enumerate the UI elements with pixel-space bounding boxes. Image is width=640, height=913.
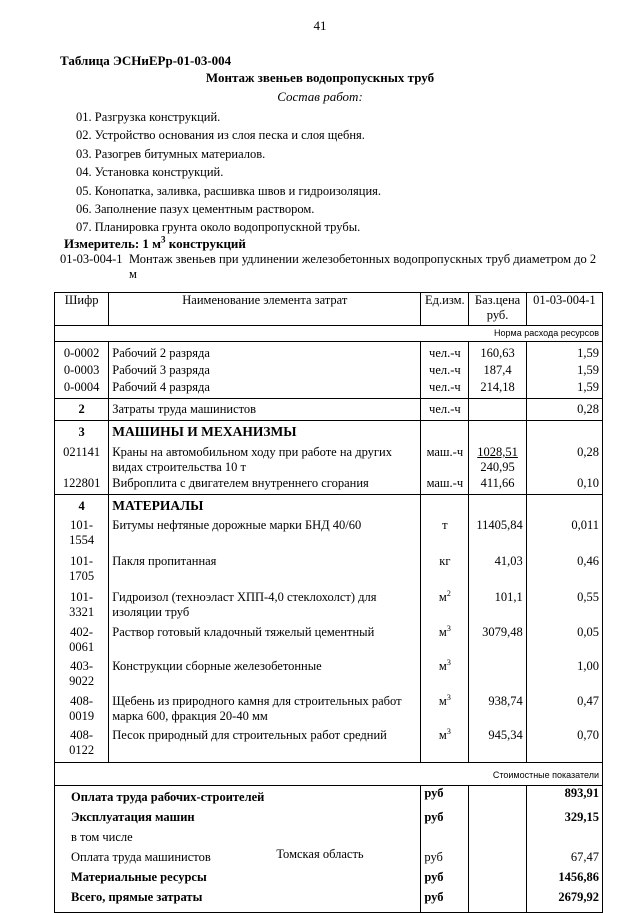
row-unit: чел.-ч <box>421 378 469 399</box>
row-name: Пакля пропитанная <box>109 548 421 584</box>
table-row <box>55 440 603 475</box>
table-row <box>55 378 603 399</box>
table-row <box>55 361 603 378</box>
row-value: 0,05 <box>526 620 602 655</box>
row-value: 0,47 <box>526 689 602 724</box>
measure-unit <box>64 236 246 252</box>
section-code: 3 <box>55 421 109 441</box>
cost-row <box>55 870 603 890</box>
work-item: 01. Разгрузка конструкций. <box>76 110 221 124</box>
work-item: 06. Заполнение пазух цементным раствором. <box>76 202 315 217</box>
norm-label-row <box>55 326 603 342</box>
row-name: Битумы нефтяные дорожные марки БНД 40/60 <box>109 514 421 548</box>
cost-value: 893,91 <box>526 786 602 811</box>
row-code: 403-9022 <box>55 655 109 689</box>
row-code: 021141 <box>55 440 109 475</box>
row-value: 1,59 <box>526 342 602 362</box>
table-row <box>55 655 603 689</box>
measure-sup: 3 <box>161 234 166 245</box>
row-name: Рабочий 3 разряда <box>109 361 421 378</box>
table-row <box>55 724 603 763</box>
row-price: 101,1 <box>469 584 526 620</box>
cost-unit: руб <box>421 870 469 890</box>
row-unit-sup: 2 <box>446 588 451 598</box>
document-title: Монтаж звеньев водопропускных труб <box>205 70 435 85</box>
cost-label-row <box>55 763 603 786</box>
row-price: 11405,84 <box>469 514 526 548</box>
section-code: 4 <box>55 495 109 515</box>
row-name: Щебень из природного камня для строительных работ марка 600, фракция 20-40 мм <box>109 689 421 724</box>
row-unit-sup: 3 <box>446 692 451 702</box>
row-unit-sup: 3 <box>446 657 451 667</box>
row-unit: чел.-ч <box>421 342 469 362</box>
row-unit: маш.-ч <box>421 475 469 495</box>
cost-value: 329,15 <box>526 810 602 830</box>
row-code: 2 <box>55 399 109 421</box>
row-name: Рабочий 2 разряда <box>109 342 421 362</box>
section-title: МАТЕРИАЛЫ <box>109 495 421 515</box>
cost-row <box>55 786 603 811</box>
row-unit-sup: 3 <box>446 726 451 736</box>
row-value: 0,28 <box>526 399 602 421</box>
cost-unit: руб <box>421 810 469 830</box>
row-code: 408-0019 <box>55 689 109 724</box>
row-unit: м <box>438 590 447 604</box>
row-code: 122801 <box>55 475 109 495</box>
work-item: 05. Конопатка, заливка, расшивка швов и гидроизоляция. <box>76 183 382 198</box>
row-code: 0-0002 <box>55 342 109 362</box>
cost-name: Оплата труда машинистов <box>55 850 421 870</box>
row-unit: кг <box>439 554 451 568</box>
row-code: 101-3321 <box>55 584 109 620</box>
row-name: Рабочий 4 разряда <box>109 378 421 399</box>
row-code: 101-1554 <box>55 514 109 548</box>
row-price: 3079,48 <box>469 620 526 655</box>
row-code: 0-0004 <box>55 378 109 399</box>
section-header-machines <box>55 421 603 441</box>
row-value: 0,011 <box>526 514 602 548</box>
cost-row <box>55 810 603 830</box>
work-item: 03. Разогрев битумных материалов. <box>76 146 266 161</box>
row-price: 945,34 <box>469 724 526 763</box>
measure-suffix: конструкций <box>165 236 246 251</box>
row-value: 0,55 <box>526 584 602 620</box>
row-price-secondary: 240,95 <box>480 460 515 474</box>
header-code: Шифр <box>55 293 109 326</box>
row-value: 0,70 <box>526 724 602 763</box>
norm-label: Норма расхода ресурсов <box>55 326 603 342</box>
header-name: Наименование элемента затрат <box>109 293 421 326</box>
section-header-materials <box>55 495 603 515</box>
row-price: 214,18 <box>469 378 526 399</box>
item-code: 01-03-004-1 <box>60 252 123 266</box>
row-unit: т <box>442 518 448 532</box>
table-row <box>55 514 603 548</box>
row-unit: м <box>438 659 447 673</box>
cost-label: Стоимостные показатели <box>55 763 603 786</box>
row-price: 411,66 <box>469 475 526 495</box>
item-description: Монтаж звеньев при удлинении железобетонных водопропускных труб диаметром до 2 м <box>129 252 597 281</box>
section-title: МАШИНЫ И МЕХАНИЗМЫ <box>109 421 421 441</box>
row-unit: м <box>438 625 447 639</box>
cost-row-total <box>55 890 603 913</box>
row-price: 1028,51 <box>477 445 518 459</box>
row-price <box>469 655 526 689</box>
cost-unit: руб <box>421 850 469 870</box>
row-unit: чел.-ч <box>421 361 469 378</box>
table-row <box>55 475 603 495</box>
row-name: Конструкции сборные железобетонные <box>109 655 421 689</box>
table-name: Таблица ЭСНиЕРр-01-03-004 <box>60 53 232 68</box>
measure-prefix: Измеритель: 1 м <box>64 236 162 251</box>
table-row <box>55 584 603 620</box>
work-item: 04. Установка конструкций. <box>76 165 224 180</box>
page-number: 41 <box>313 18 327 33</box>
row-value: 1,59 <box>526 378 602 399</box>
cost-value: 1456,86 <box>526 870 602 890</box>
work-item: 02. Устройство основания из слоя песка и слоя щебня. <box>76 128 365 143</box>
work-item: 07. Планировка грунта около водопропускной трубы. <box>76 220 361 235</box>
cost-name: в том числе <box>55 830 421 850</box>
cost-value: 2679,92 <box>526 890 602 913</box>
resource-table <box>54 292 603 913</box>
row-name: Затраты труда машинистов <box>109 399 421 421</box>
row-price <box>469 399 526 421</box>
cost-name: Оплата труда рабочих-строителей <box>55 786 421 811</box>
cost-name: Эксплуатация машин <box>55 810 421 830</box>
footer-region: Томская область <box>276 847 364 861</box>
row-value: 0,46 <box>526 548 602 584</box>
row-value: 1,59 <box>526 361 602 378</box>
cost-value: 67,47 <box>526 850 602 870</box>
row-code: 101-1705 <box>55 548 109 584</box>
works-subtitle: Состав работ: <box>277 89 363 104</box>
header-price: Баз.цена руб. <box>469 293 526 326</box>
row-price: 41,03 <box>469 548 526 584</box>
row-name: Раствор готовый кладочный тяжелый цементный <box>109 620 421 655</box>
row-name: Виброплита с двигателем внутреннего сгорания <box>109 475 421 495</box>
cost-name: Всего, прямые затраты <box>55 890 421 913</box>
row-name: Гидроизол (техноэласт ХПП-4,0 стеклохолст) для изоляции труб <box>109 584 421 620</box>
table-header-row <box>55 293 603 326</box>
row-price: 160,63 <box>469 342 526 362</box>
cost-unit: руб <box>421 786 469 811</box>
table-row <box>55 548 603 584</box>
row-code: 402-0061 <box>55 620 109 655</box>
header-unit: Ед.изм. <box>421 293 469 326</box>
row-unit: чел.-ч <box>421 399 469 421</box>
row-value: 0,28 <box>526 440 602 475</box>
row-name: Краны на автомобильном ходу при работе на других видах строительства 10 т <box>109 440 421 475</box>
cost-name: Материальные ресурсы <box>55 870 421 890</box>
cost-unit: руб <box>421 890 469 913</box>
header-norm: 01-03-004-1 <box>526 293 602 326</box>
table-row <box>55 620 603 655</box>
row-unit: маш.-ч <box>421 440 469 475</box>
row-unit-sup: 3 <box>446 623 451 633</box>
row-unit: м <box>438 728 447 742</box>
table-row <box>55 342 603 362</box>
row-price: 938,74 <box>469 689 526 724</box>
row-name: Песок природный для строительных работ средний <box>109 724 421 763</box>
table-row <box>55 689 603 724</box>
row-code: 408-0122 <box>55 724 109 763</box>
row-unit: м <box>438 694 447 708</box>
machinist-row <box>55 399 603 421</box>
row-value: 1,00 <box>526 655 602 689</box>
row-price: 187,4 <box>469 361 526 378</box>
works-list <box>76 108 381 237</box>
row-code: 0-0003 <box>55 361 109 378</box>
row-value: 0,10 <box>526 475 602 495</box>
